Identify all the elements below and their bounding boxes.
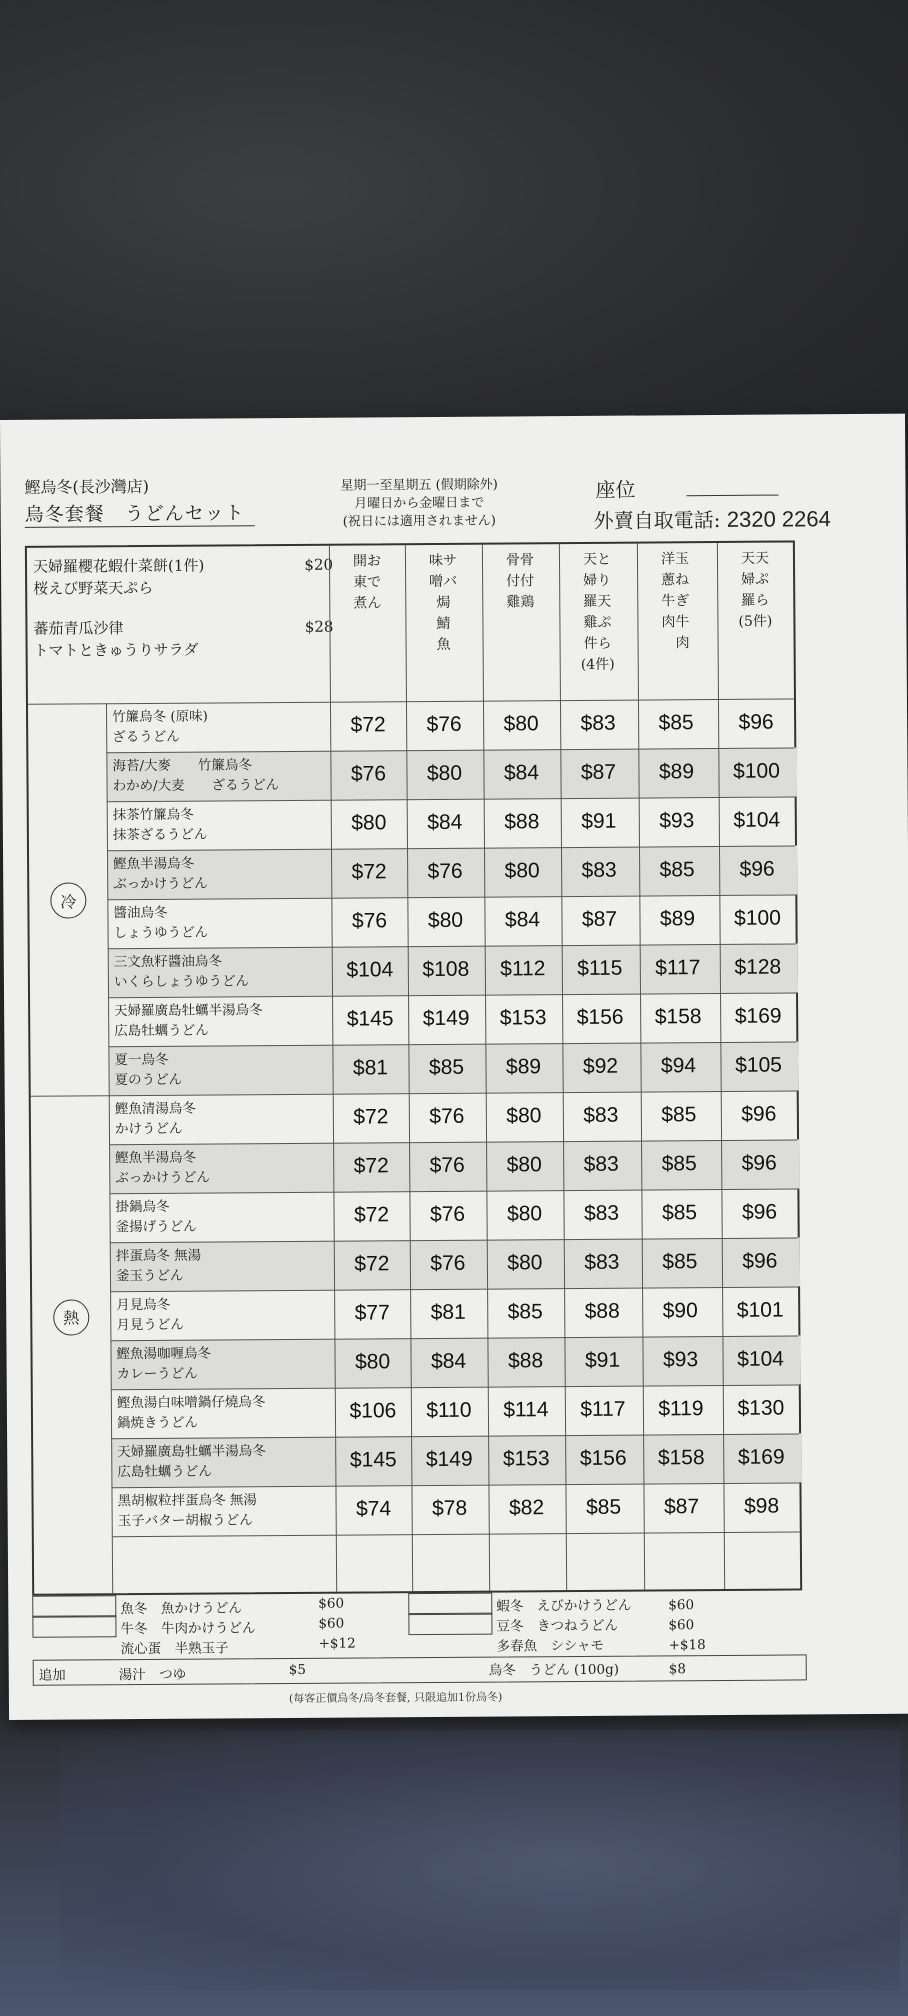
price-cell: $128 (734, 955, 782, 979)
lap-highlight (60, 1730, 900, 1990)
price-cell: $83 (583, 1152, 619, 1176)
top-item-price: $28 (304, 617, 334, 636)
column-header: 天天 婦ぷ 羅ら (5件) (738, 550, 773, 630)
menu-item-ja: しょうゆうどん (113, 924, 209, 942)
menu-grid (25, 540, 802, 1595)
menu-item-name (114, 951, 314, 992)
price-cell: $85 (661, 1201, 698, 1225)
menu-item-name (117, 1392, 317, 1433)
price-cell: $81 (430, 1300, 466, 1325)
price-cell: $156 (576, 1005, 624, 1029)
menu-item-zh: 鰹魚半湯烏冬 (115, 1149, 197, 1167)
menu-item-name (113, 902, 313, 943)
top-item-price: $20 (304, 555, 334, 574)
menu-item-name (116, 1245, 316, 1286)
column-header: 天と 婦り 羅天 雞ぷ 件ら (4件) (580, 551, 615, 673)
price-cell: $81 (352, 1056, 389, 1080)
menu-item-zh: 三文魚籽醬油烏冬 (113, 953, 222, 971)
addon-box-right (408, 1613, 492, 1636)
price-cell: $93 (659, 809, 695, 833)
menu-item-zh: 抹茶竹簾烏冬 (112, 806, 194, 824)
price-cell: $96 (742, 1249, 778, 1273)
price-cell: $85 (585, 1495, 622, 1519)
menu-item-zh: 月見烏冬 (116, 1296, 171, 1314)
price-cell: $158 (657, 1446, 705, 1470)
price-cell: $96 (738, 710, 774, 734)
price-cell: $76 (429, 1153, 465, 1178)
addon-right-price: +$18 (668, 1637, 706, 1654)
price-cell: $94 (660, 1054, 697, 1078)
table-surface (0, 0, 908, 470)
price-cell: $96 (741, 1102, 777, 1126)
price-cell: $96 (739, 857, 775, 881)
price-cell: $92 (582, 1054, 619, 1078)
column-header: 味サ 噌バ 焗 鯖 魚 (428, 552, 458, 653)
price-cell: $85 (507, 1300, 543, 1324)
price-cell: $72 (351, 860, 387, 884)
price-cell: $80 (351, 811, 387, 835)
menu-item-zh: 海苔/大麥 竹簾烏冬 (112, 757, 253, 775)
menu-item-zh: 拌蛋烏冬 無湯 (115, 1247, 202, 1265)
price-cell: $80 (503, 712, 539, 736)
menu-item-zh: 鰹魚清湯烏冬 (114, 1100, 196, 1118)
price-cell: $76 (350, 762, 387, 786)
menu-item-zh: 醬油烏冬 (113, 904, 168, 922)
menu-item-name (115, 1098, 315, 1139)
top-item-name: 天婦羅櫻花蝦什菜餅(1件) (32, 556, 205, 576)
menu-item-name (114, 1049, 314, 1090)
column-header: 洋玉 蔥ね 牛ぎ 肉牛 肉 (660, 551, 690, 652)
menu-item-name (115, 1196, 315, 1237)
price-cell: $80 (354, 1350, 391, 1374)
price-cell: $72 (353, 1154, 389, 1178)
price-cell: $106 (349, 1399, 397, 1423)
price-cell: $104 (346, 958, 394, 982)
price-cell: $82 (508, 1496, 545, 1520)
price-cell: $76 (429, 1104, 465, 1129)
price-cell: $83 (583, 1103, 619, 1127)
price-cell: $72 (353, 1203, 390, 1227)
price-cell: $80 (427, 908, 464, 933)
price-cell: $72 (350, 713, 386, 737)
top-item-name: 蕃茄青瓜沙律 (33, 619, 124, 638)
price-cell: $76 (426, 712, 462, 737)
store-name: 鰹烏冬(長沙灣店) (24, 476, 150, 497)
price-cell: $100 (733, 759, 780, 783)
price-cell: $149 (422, 1006, 470, 1031)
price-cell: $145 (346, 1007, 394, 1031)
menu-item-name (112, 706, 312, 747)
menu-item-ja: ざるうどん (112, 728, 180, 746)
extra-label: 追加 (38, 1667, 66, 1684)
menu-item-name (117, 1441, 317, 1482)
price-cell: $77 (354, 1301, 390, 1325)
top-item (33, 554, 333, 578)
addon-left-name: 魚冬 魚かけうどん (120, 1600, 242, 1618)
price-cell: $87 (580, 760, 617, 784)
price-cell: $80 (504, 859, 540, 883)
addon-right-price: $60 (668, 1617, 695, 1634)
price-cell: $80 (426, 761, 463, 786)
price-cell: $156 (579, 1446, 627, 1470)
extra-soup: 湯汁 つゆ (118, 1666, 187, 1684)
price-cell: $80 (507, 1251, 543, 1275)
order-note: (每客正價烏冬/烏冬套餐, 只限追加1份烏冬) (288, 1690, 503, 1706)
menu-sheet (0, 414, 908, 1720)
menu-item-ja: カレーうどん (116, 1365, 198, 1383)
menu-item-zh: 天婦羅廣島牡蠣半湯烏冬 (114, 1002, 263, 1020)
price-cell: $93 (662, 1348, 699, 1372)
price-cell: $84 (504, 908, 541, 932)
price-cell: $76 (429, 1202, 466, 1227)
menu-item-zh: 鰹魚半湯烏冬 (113, 855, 195, 873)
price-cell: $83 (581, 858, 617, 882)
addon-left-price: +$12 (318, 1635, 356, 1652)
menu-item-zh: 掛鍋烏冬 (115, 1198, 170, 1216)
price-cell: $72 (354, 1252, 390, 1276)
price-cell: $91 (581, 809, 617, 833)
price-cell: $153 (502, 1447, 550, 1471)
menu-item-ja: 抹茶ざるうどん (112, 826, 208, 844)
hot-section-badge: 熱 (53, 1299, 89, 1335)
addon-box-left (32, 1615, 116, 1638)
price-cell: $96 (741, 1200, 778, 1224)
price-cell: $115 (577, 956, 623, 980)
set-title: 烏冬套餐 うどんセット (25, 498, 255, 528)
price-cell: $169 (734, 1004, 782, 1028)
menu-item-ja: ぶっかけうどん (113, 875, 208, 893)
menu-item-ja: かけうどん (114, 1120, 183, 1138)
top-items (33, 554, 334, 662)
price-cell: $88 (584, 1299, 620, 1323)
price-cell: $78 (431, 1496, 468, 1521)
phone-line (594, 503, 831, 534)
menu-item-zh: 鰹魚湯咖喱烏冬 (116, 1345, 212, 1363)
price-cell: $110 (426, 1398, 472, 1423)
menu-item-ja: 広島牡蠣うどん (114, 1022, 209, 1040)
menu-item-ja: 夏のうどん (114, 1071, 183, 1089)
column-header: 骨骨 付付 雞鶏 (505, 552, 535, 611)
price-cell: $85 (661, 1152, 697, 1176)
hours-note: 星期一至星期五 (假期除外) 月曜日から金曜日まで (祝日には適用されません) (340, 477, 498, 530)
addon-left-name: 流心蛋 半熟玉子 (120, 1640, 229, 1658)
price-cell: $85 (662, 1250, 698, 1274)
menu-item-name (116, 1343, 316, 1384)
menu-item-ja: わかめ/大麦 ざるうどん (112, 777, 280, 795)
price-cell: $145 (349, 1448, 397, 1472)
price-cell: $84 (427, 810, 463, 835)
top-item (33, 616, 333, 640)
price-cell: $85 (428, 1055, 465, 1080)
menu-item-name (113, 804, 313, 845)
price-cell: $89 (505, 1055, 542, 1079)
price-cell: $84 (503, 761, 540, 785)
seat-line (687, 495, 779, 497)
price-cell: $87 (581, 907, 618, 931)
price-cell: $80 (506, 1153, 542, 1177)
addon-left-price: $60 (318, 1615, 345, 1632)
menu-item-ja: 玉子バター胡椒うどん (117, 1512, 253, 1530)
price-cell: $105 (735, 1053, 782, 1077)
addon-left-name: 牛冬 牛肉かけうどん (120, 1620, 256, 1638)
price-cell: $76 (430, 1251, 466, 1276)
price-cell: $80 (506, 1202, 543, 1226)
price-cell: $83 (584, 1250, 620, 1274)
menu-item-name (115, 1147, 315, 1188)
addon-right-name: 多春魚 シシャモ (496, 1637, 605, 1655)
price-cell: $149 (425, 1447, 473, 1472)
price-cell: $153 (499, 1006, 547, 1030)
price-cell: $83 (580, 711, 616, 735)
price-cell: $84 (430, 1349, 467, 1374)
menu-item-name (113, 853, 313, 894)
price-cell: $85 (658, 711, 694, 735)
menu-item-ja: ぶっかけうどん (115, 1169, 210, 1187)
price-cell: $114 (503, 1398, 549, 1422)
phone-label: 外賣自取電話: (593, 507, 721, 533)
price-cell: $104 (737, 1347, 785, 1371)
price-cell: $158 (654, 1005, 702, 1029)
cold-section-badge: 冷 (50, 882, 86, 918)
price-cell: $100 (734, 906, 781, 930)
price-cell: $169 (737, 1445, 785, 1469)
top-item-name: 桜えび野菜天ぷら (33, 578, 154, 598)
addon-right-price: $60 (668, 1597, 695, 1614)
price-cell: $108 (422, 957, 470, 982)
addon-right-name: 豆冬 きつねうどん (496, 1617, 618, 1635)
menu-item-ja: 広島牡蠣うどん (117, 1463, 212, 1481)
price-cell: $74 (356, 1497, 392, 1521)
grid-hline (28, 698, 794, 704)
menu-item-zh: 天婦羅廣島牡蠣半湯烏冬 (117, 1443, 266, 1461)
price-cell: $85 (659, 858, 695, 882)
price-cell: $88 (507, 1349, 544, 1373)
addon-right-name: 蝦冬 えびかけうどん (496, 1597, 632, 1615)
top-item-name: トマトときゅうりサラダ (33, 640, 199, 660)
price-cell: $89 (658, 760, 695, 784)
menu-item-zh: 竹簾烏冬 (原味) (112, 708, 208, 726)
price-cell: $85 (661, 1103, 697, 1127)
price-cell: $89 (659, 907, 696, 931)
grid-hline (112, 1531, 800, 1537)
price-cell: $130 (737, 1396, 785, 1420)
menu-item-ja: 釜玉うどん (115, 1267, 184, 1285)
price-cell: $80 (506, 1104, 542, 1128)
menu-item-name (112, 755, 312, 796)
price-cell: $104 (733, 808, 781, 832)
price-cell: $87 (663, 1495, 700, 1519)
price-cell: $76 (427, 859, 463, 884)
price-cell: $76 (351, 909, 388, 933)
menu-item-zh: 夏一烏冬 (114, 1051, 169, 1069)
extra-udon-price: $8 (668, 1661, 686, 1678)
price-cell: $117 (655, 956, 701, 980)
menu-item-zh: 黑胡椒粒拌蛋烏冬 無湯 (117, 1492, 257, 1510)
extra-udon: 烏冬 うどん (100g) (488, 1661, 620, 1679)
price-cell: $96 (741, 1151, 777, 1175)
menu-item-name (116, 1294, 316, 1335)
extra-soup-price: $5 (288, 1661, 306, 1679)
menu-item-name (114, 1000, 314, 1041)
menu-item-zh: 鰹魚湯白味噌鍋仔燒烏冬 (116, 1394, 266, 1412)
menu-item-ja: 月見うどん (116, 1316, 184, 1334)
price-cell: $117 (580, 1397, 626, 1421)
menu-item-ja: 鍋焼きうどん (116, 1414, 199, 1432)
phone-number: 2320 2264 (726, 506, 831, 532)
top-item (34, 638, 334, 662)
addon-left-price: $60 (318, 1595, 345, 1612)
price-cell: $112 (500, 957, 546, 981)
column-header: 開お 東で 煮ん (352, 553, 382, 612)
seat-label: 座位 (595, 477, 636, 502)
menu-item-ja: いくらしょうゆうどん (113, 973, 249, 991)
price-cell: $98 (743, 1494, 780, 1518)
price-cell: $90 (662, 1299, 698, 1323)
price-cell: $83 (583, 1201, 620, 1225)
price-cell: $88 (504, 810, 540, 834)
price-cell: $101 (736, 1298, 784, 1322)
menu-item-ja: 釜揚げうどん (115, 1218, 197, 1236)
price-cell: $119 (658, 1397, 704, 1421)
menu-item-name (117, 1490, 317, 1531)
top-item (33, 576, 333, 600)
price-cell: $91 (584, 1348, 621, 1372)
price-cell: $72 (353, 1105, 389, 1129)
